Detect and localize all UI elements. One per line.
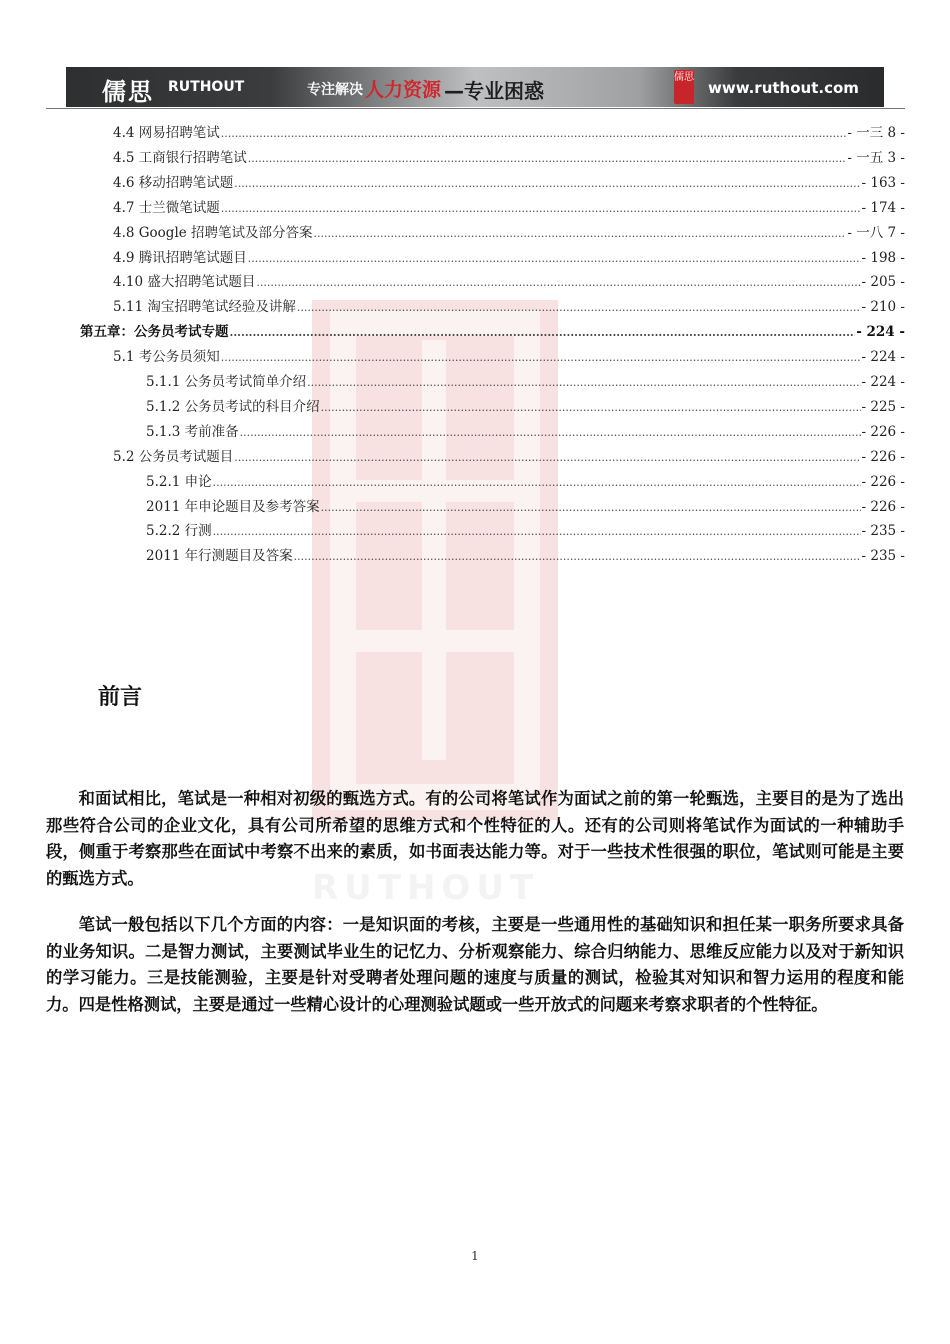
toc-entry[interactable] [146, 521, 905, 541]
toc-entry[interactable] [113, 123, 905, 143]
toc-entry-title: 5.1.3 考前准备 [146, 423, 239, 440]
brand-name: 儒思 [102, 78, 154, 106]
toc-entry-title: 5.1 考公务员须知 [113, 349, 220, 366]
brand-name-en: RUTHOUT [168, 79, 245, 95]
toc-entry[interactable] [80, 322, 905, 342]
toc-entry-title: 2011 年行测题目及答案 [146, 548, 293, 565]
toc-leader-dots [307, 373, 860, 393]
toc-leader-dots [321, 498, 861, 518]
header-banner [66, 67, 884, 107]
toc-leader-dots [221, 348, 861, 368]
toc-entry[interactable] [113, 248, 905, 268]
toc-entry-title: 5.2 公务员考试题目 [113, 448, 234, 465]
toc-entry-page: - 198 - [861, 249, 905, 266]
toc-entry-page: - 235 - [861, 548, 905, 565]
preface-paragraph-1: 和面试相比，笔试是一种相对初级的甄选方式。有的公司将笔试作为面试之前的第一轮甄选，主要目的是为了选出那些符合公司的企业文化，具有公司所希望的思维方式和个性特征的人。还有的公司则将笔试作为面试的一种辅助手段，侧重于考察那些在面试中考察不出来的素质，如书面表达能力等。对于一些技术性很强的职位，笔试则可能是主要的甄选方式。 [46, 789, 904, 888]
watermark-stroke [352, 630, 518, 652]
toc-entry-page: - 163 - [861, 174, 905, 191]
toc-entry-page: - 224 - [861, 349, 905, 366]
toc-leader-dots [234, 448, 860, 468]
toc-entry-page: - 226 - [861, 448, 905, 465]
toc-entry-title: 5.2.2 行测 [146, 523, 212, 540]
slogan-suffix: —专业困惑 [444, 79, 544, 103]
toc-entry-title: 4.5 工商银行招聘笔试 [113, 149, 247, 166]
toc-entry-title: 5.1.1 公务员考试简单介绍 [146, 374, 307, 390]
preface-title: 前言 [98, 685, 143, 710]
toc-entry-title: 5.11 淘宝招聘笔试经验及讲解 [113, 299, 296, 316]
toc-entry[interactable] [113, 148, 905, 168]
toc-entry-page: - 226 - [861, 473, 905, 490]
toc-entry[interactable] [146, 546, 905, 566]
site-url[interactable]: www.ruthout.com [708, 79, 859, 97]
toc-entry-title: 4.7 士兰微笔试题 [113, 199, 220, 216]
toc-entry[interactable] [113, 223, 905, 243]
toc-entry-page: - 226 - [861, 498, 905, 515]
toc-entry-page: - 205 - [861, 274, 905, 291]
toc-entry-title: 4.4 网易招聘笔试 [113, 125, 220, 141]
slogan-prefix: 专注解决 [307, 82, 363, 98]
toc-entry-page: - 224 - [856, 324, 905, 341]
toc-entry-title: 4.10 盛大招聘笔试题目 [113, 274, 256, 291]
toc-entry-title: 5.2.1 申论 [146, 473, 212, 490]
toc-entry-page: - 226 - [861, 423, 905, 440]
toc-leader-dots [248, 249, 861, 269]
toc-entry[interactable] [113, 447, 905, 467]
toc-entry[interactable] [113, 297, 905, 317]
toc-leader-dots [314, 224, 847, 244]
toc-entry[interactable] [146, 497, 905, 517]
seal-logo-icon: 儒思 [674, 70, 694, 104]
toc-leader-dots [256, 273, 860, 293]
toc-entry-page: - 一三 8 - [847, 125, 905, 141]
toc-entry-page: - 225 - [861, 398, 905, 415]
toc-entry-title: 4.8 Google 招聘笔试及部分答案 [113, 224, 313, 241]
toc-leader-dots [294, 547, 861, 567]
preface-paragraph-2: 笔试一般包括以下几个方面的内容：一是知识面的考核，主要是一些通用性的基础知识和担任某一职务所要求具备的业务知识。二是智力测试，主要测试毕业生的记忆力、分析观察能力、综合归纳能力、思维反应能力以及对于新知识的学习能力。三是技能测验，主要是针对受聘者处理问题的速度与质量的测试，检验其对知识和智力运用的程度和能力。四是性格测试，主要是通过一些精心设计的心理测验试题或一些开放式的问题来考察求职者的个性特征。 [46, 915, 904, 1014]
toc-leader-dots [213, 473, 861, 493]
toc-entry-title: 第五章：公务员考试专题 [80, 324, 229, 341]
toc-entry[interactable] [113, 272, 905, 292]
toc-leader-dots [297, 298, 861, 318]
header-divider [46, 108, 905, 109]
toc-entry-page: - 一五 3 - [847, 149, 905, 166]
toc-leader-dots [213, 522, 861, 542]
toc-entry-page: - 210 - [861, 299, 905, 316]
toc-entry-title: 4.9 腾讯招聘笔试题目 [113, 249, 247, 266]
toc-leader-dots [321, 398, 861, 418]
toc-entry[interactable] [146, 422, 905, 442]
toc-leader-dots [230, 323, 856, 343]
toc-entry-title: 2011 年申论题目及参考答案 [146, 498, 320, 515]
toc-entry[interactable] [146, 372, 905, 392]
watermark-text: RUTHOUT [312, 868, 540, 908]
toc-entry[interactable] [146, 397, 905, 417]
toc-leader-dots [234, 174, 860, 194]
slogan-highlight: 人力资源 [365, 79, 442, 101]
toc-entry[interactable] [113, 198, 905, 218]
toc-entry-title: 5.1.2 公务员考试的科目介绍 [146, 398, 320, 415]
toc-leader-dots [240, 423, 861, 443]
toc-entry[interactable] [113, 173, 905, 193]
toc-leader-dots [221, 124, 847, 144]
page-number: 1 [471, 1249, 479, 1263]
toc-leader-dots [221, 199, 861, 219]
toc-leader-dots [248, 149, 847, 169]
toc-entry-page: - 235 - [861, 523, 905, 540]
toc-entry-page: - 一八 7 - [847, 224, 905, 241]
toc-entry-page: - 224 - [861, 374, 905, 390]
toc-entry-title: 4.6 移动招聘笔试题 [113, 174, 234, 191]
toc-entry[interactable] [146, 472, 905, 492]
toc-entry[interactable] [113, 347, 905, 367]
toc-entry-page: - 174 - [861, 199, 905, 216]
